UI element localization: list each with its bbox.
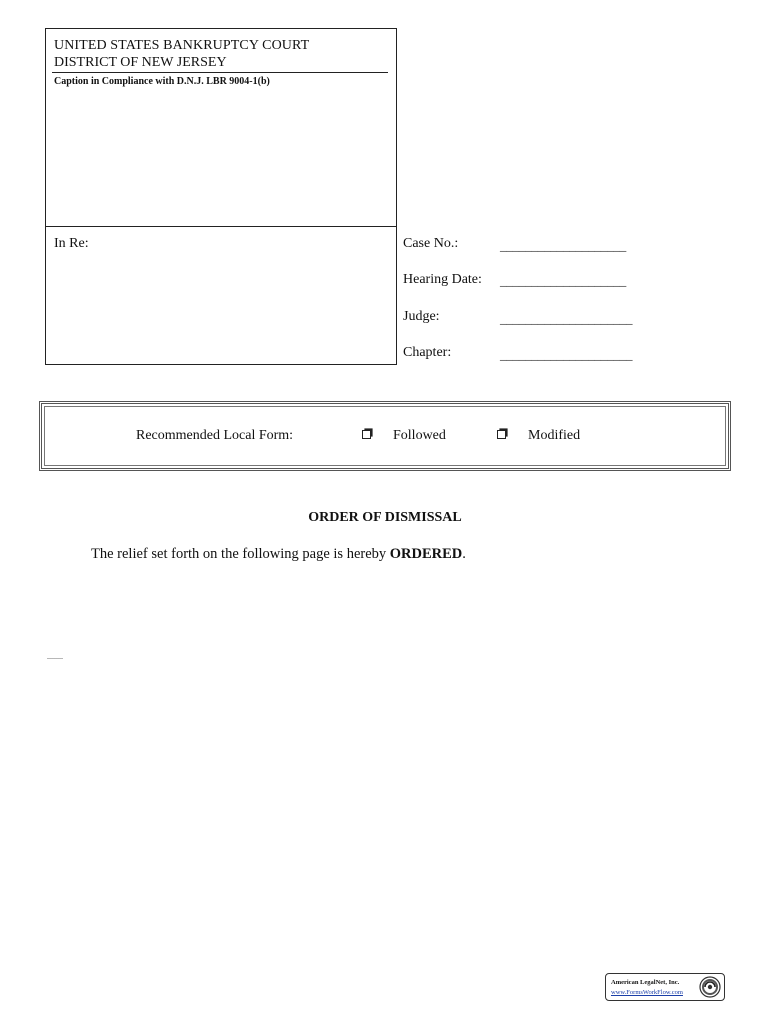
logo-url-link[interactable]: www.FormsWorkFlow.com	[611, 989, 683, 996]
court-divider	[52, 72, 388, 73]
legalnet-logo	[605, 973, 725, 1001]
caption-compliance-note: Caption in Compliance with D.N.J. LBR 9004-1(b)	[54, 76, 270, 87]
hearing-date-label: Hearing Date:	[403, 272, 482, 287]
in-re-box	[45, 227, 397, 365]
case-no-label: Case No.:	[403, 236, 459, 251]
case-no-field[interactable]: ____________________	[500, 238, 627, 253]
modified-checkbox[interactable]	[497, 430, 506, 439]
footnote-dots: ........	[47, 652, 63, 661]
order-title: ORDER OF DISMISSAL	[308, 510, 462, 525]
chapter-field[interactable]: _____________________	[500, 347, 633, 362]
in-re-label: In Re:	[54, 236, 89, 251]
caption-box	[45, 28, 397, 227]
relief-statement	[91, 546, 466, 563]
relief-text: The relief set forth on the following page is hereby	[91, 546, 390, 562]
followed-checkbox[interactable]	[362, 430, 371, 439]
judge-label: Judge:	[403, 309, 440, 324]
court-name-line2: DISTRICT OF NEW JERSEY	[54, 55, 227, 70]
relief-period: .	[462, 546, 466, 562]
followed-label: Followed	[393, 428, 446, 443]
chapter-label: Chapter:	[403, 345, 452, 360]
court-name-line1: UNITED STATES BANKRUPTCY COURT	[54, 38, 310, 53]
modified-label: Modified	[528, 428, 581, 443]
logo-emblem-icon	[699, 976, 721, 998]
relief-ordered: ORDERED	[389, 546, 463, 562]
hearing-date-field[interactable]: ____________________	[500, 273, 627, 288]
judge-field[interactable]: _____________________	[500, 311, 633, 326]
local-form-label: Recommended Local Form:	[136, 428, 294, 443]
logo-company-name: American LegalNet, Inc.	[611, 979, 680, 986]
